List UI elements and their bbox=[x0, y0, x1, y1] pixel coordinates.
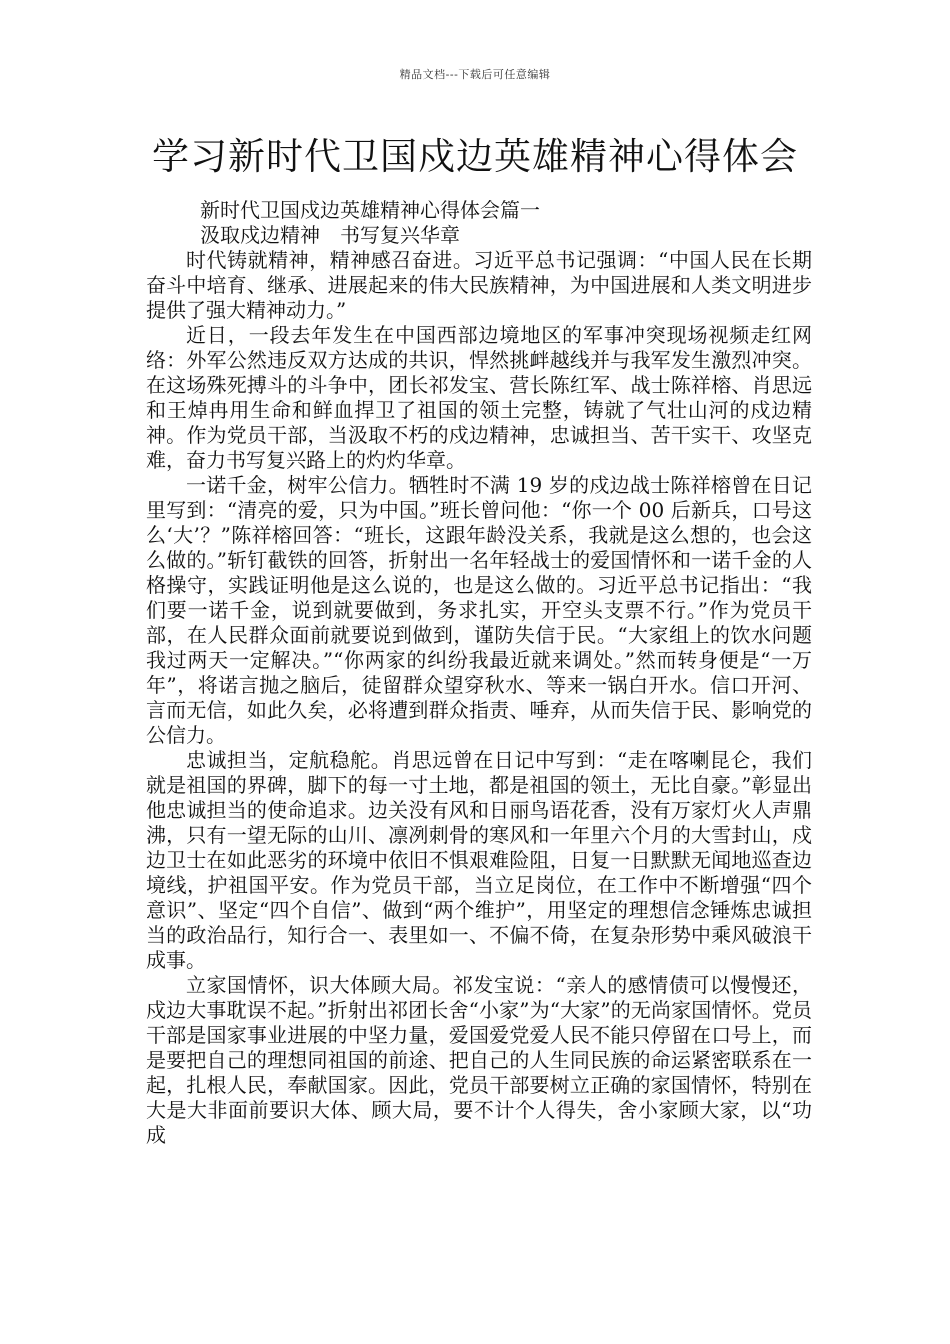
subheading-article: 新时代卫国戍边英雄精神心得体会篇一 bbox=[200, 198, 540, 222]
paragraph-background: 近日，一段去年发生在中国西部边境地区的军事冲突现场视频走红网络：外军公然违反双方达成的共识，悍然挑衅越线并与我军发生激烈冲突。在这场殊死搏斗的斗争中，团长祁发宝、营长陈红军、战士陈祥榕、肖思远和王焯冉用生命和鲜血捍卫了祖国的领土完整，铸就了气壮山河的戍边精神。作为党员干部，当汲取不朽的戍边精神，忠诚担当、苦干实干、攻坚克难，奋力书写复兴路上的灼灼华章。 bbox=[146, 323, 812, 472]
paragraph-intro: 时代铸就精神，精神感召奋进。习近平总书记强调：“中国人民在长期奋斗中培育、继承、进展起来的伟大民族精神，为中国进展和人类文明进步提供了强大精神动力。” bbox=[146, 248, 812, 322]
paragraph-loyalty: 忠诚担当，定航稳舵。肖思远曾在日记中写到：“走在喀喇昆仑，我们就是祖国的界碑，脚下的每一寸土地，都是祖国的领土，无比自豪。”彰显出他忠诚担当的使命追求。边关没有风和日丽鸟语花香，没有万家灯火人声鼎沸，只有一望无际的山川、凛冽刺骨的寒风和一年里六个月的大雪封山，戍边卫士在如此恶劣的环境中依旧不惧艰难险阻，日复一日默默无闻地巡查边境线，护祖国平安。作为党员干部，当立足岗位，在工作中不断增强“四个意识”、坚定“四个自信”、做到“两个维护”，用坚定的理想信念锤炼忠诚担当的政治品行，知行合一、表里如一、不偏不倚，在复杂形势中乘风破浪干成事。 bbox=[146, 748, 812, 972]
document-body bbox=[146, 198, 812, 1148]
document-title: 学习新时代卫国戍边英雄精神心得体会 bbox=[152, 135, 798, 178]
header-note: 精品文档---下载后可任意编辑 bbox=[399, 68, 551, 81]
subheading-theme: 汲取戍边精神 书写复兴华章 bbox=[200, 223, 460, 247]
paragraph-patriotism: 立家国情怀，识大体顾大局。祁发宝说：“亲人的感情债可以慢慢还，戍边大事耽误不起。”折射出祁团长舍“小家”为“大家”的无尚家国情怀。党员干部是国家事业进展的中坚力量，爱国爱党爱人民不能只停留在口号上，而是要把自己的理想同祖国的前途、把自己的人生同民族的命运紧密联系在一起，扎根人民，奉献国家。因此，党员干部要树立正确的家国情怀，特别在大是大非面前要识大体、顾大局，要不计个人得失，舍小家顾大家，以“功成 bbox=[146, 973, 812, 1147]
paragraph-credibility: 一诺千金，树牢公信力。牺牲时不满 19 岁的戍边战士陈祥榕曾在日记里写到：“清亮的爱，只为中国。”班长曾问他：“你一个 00 后新兵，口号这么‘大’？”陈祥榕回答：“班长，这跟年龄没关系，我就是这么想的，也会这么做的。”斩钉截铁的回答，折射出一名年轻战士的爱国情怀和一诺千金的人格操守，实践证明他是这么说的，也是这么做的。习近平总书记指出：“我们要一诺千金，说到就要做到，务求扎实，开空头支票不行。”作为党员干部，在人民群众面前就要说到做到，谨防失信于民。“大家组上的饮水问题我过两天一定解决。”“你两家的纠纷我最近就来调处。”然而转身便是“一万年”，将诺言抛之脑后，徒留群众望穿秋水、等来一锅白开水。信口开河、言而无信，如此久矣，必将遭到群众指责、唾弃，从而失信于民、影响党的公信力。 bbox=[146, 473, 812, 747]
